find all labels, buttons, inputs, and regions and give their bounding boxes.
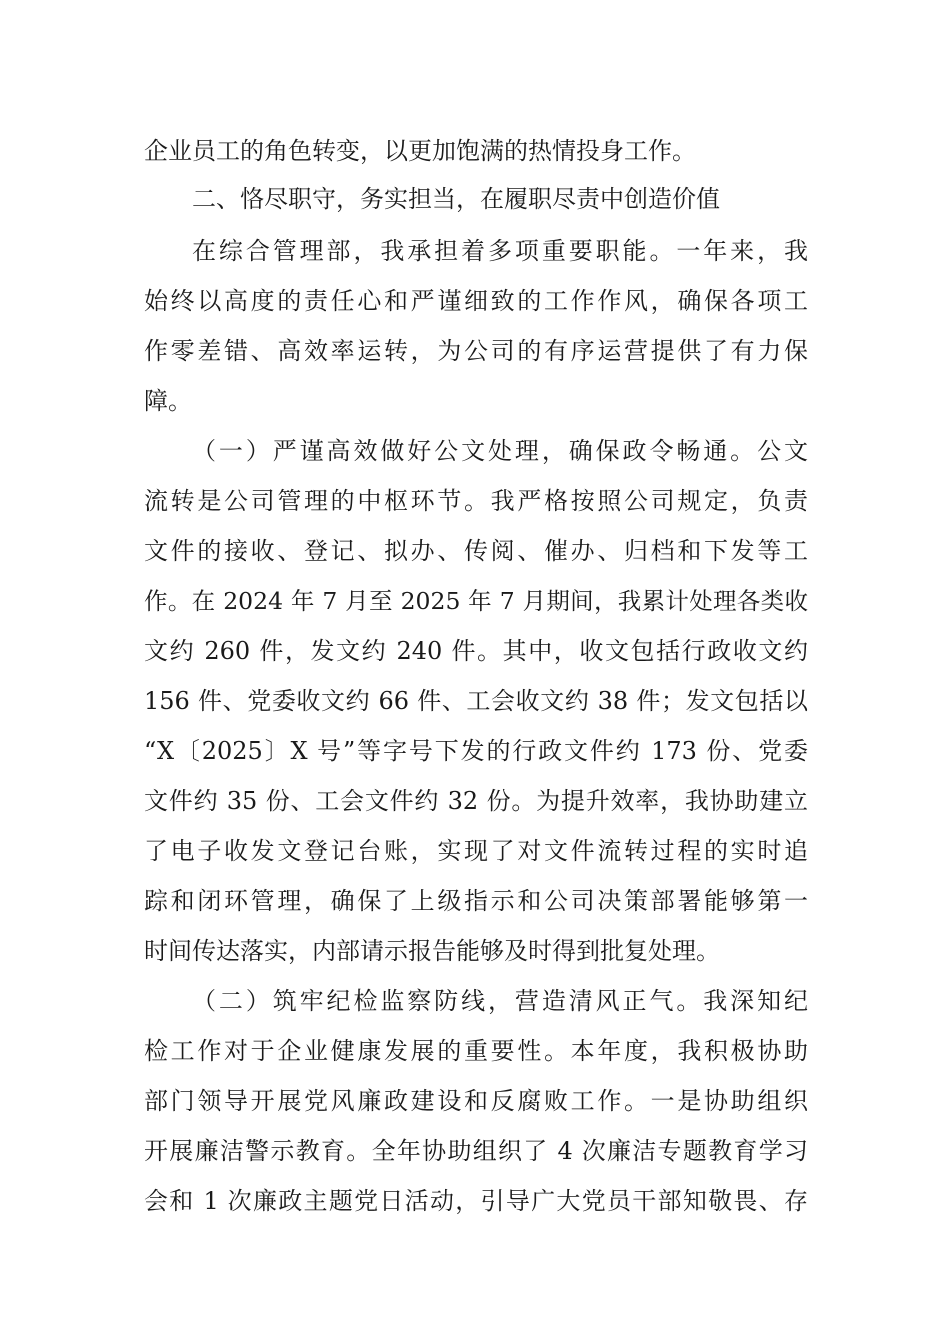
text-line: 156 件、党委收文约 66 件、工会收文约 38 件；发文包括以 xyxy=(144,687,808,715)
text-line: 企业员工的角色转变，以更加饱满的热情投身工作。 xyxy=(144,137,696,165)
text-line: “X〔2025〕X 号”等字号下发的行政文件约 173 份、党委 xyxy=(144,737,808,765)
text-line: 时间传达落实，内部请示报告能够及时得到批复处理。 xyxy=(144,937,720,965)
paragraph-first-line: （二）筑牢纪检监察防线，营造清风正气。我深知纪 xyxy=(192,987,808,1015)
text-line: 作零差错、高效率运转，为公司的有序运营提供了有力保 xyxy=(144,337,808,365)
text-line: 了电子收发文登记台账，实现了对文件流转过程的实时追 xyxy=(144,837,808,865)
text-line: 流转是公司管理的中枢环节。我严格按照公司规定，负责 xyxy=(144,487,808,515)
text-line: 会和 1 次廉政主题党日活动，引导广大党员干部知敬畏、存 xyxy=(144,1187,808,1215)
section-heading: 二、恪尽职守，务实担当，在履职尽责中创造价值 xyxy=(192,185,720,213)
text-line: 障。 xyxy=(144,387,192,415)
text-line: 文约 260 件，发文约 240 件。其中，收文包括行政收文约 xyxy=(144,637,808,665)
text-line: 文件的接收、登记、拟办、传阅、催办、归档和下发等工 xyxy=(144,537,808,565)
text-line: 始终以高度的责任心和严谨细致的工作作风，确保各项工 xyxy=(144,287,808,315)
text-line: 检工作对于企业健康发展的重要性。本年度，我积极协助 xyxy=(144,1037,808,1065)
paragraph-first-line: 在综合管理部，我承担着多项重要职能。一年来，我 xyxy=(192,237,808,265)
text-line: 部门领导开展党风廉政建设和反腐败工作。一是协助组织 xyxy=(144,1087,808,1115)
text-line: 开展廉洁警示教育。全年协助组织了 4 次廉洁专题教育学习 xyxy=(144,1137,808,1165)
text-line: 文件约 35 份、工会文件约 32 份。为提升效率，我协助建立 xyxy=(144,787,808,815)
text-line: 作。在 2024 年 7 月至 2025 年 7 月期间，我累计处理各类收 xyxy=(144,587,808,615)
text-line: 踪和闭环管理，确保了上级指示和公司决策部署能够第一 xyxy=(144,887,808,915)
paragraph-first-line: （一）严谨高效做好公文处理，确保政令畅通。公文 xyxy=(192,437,808,465)
